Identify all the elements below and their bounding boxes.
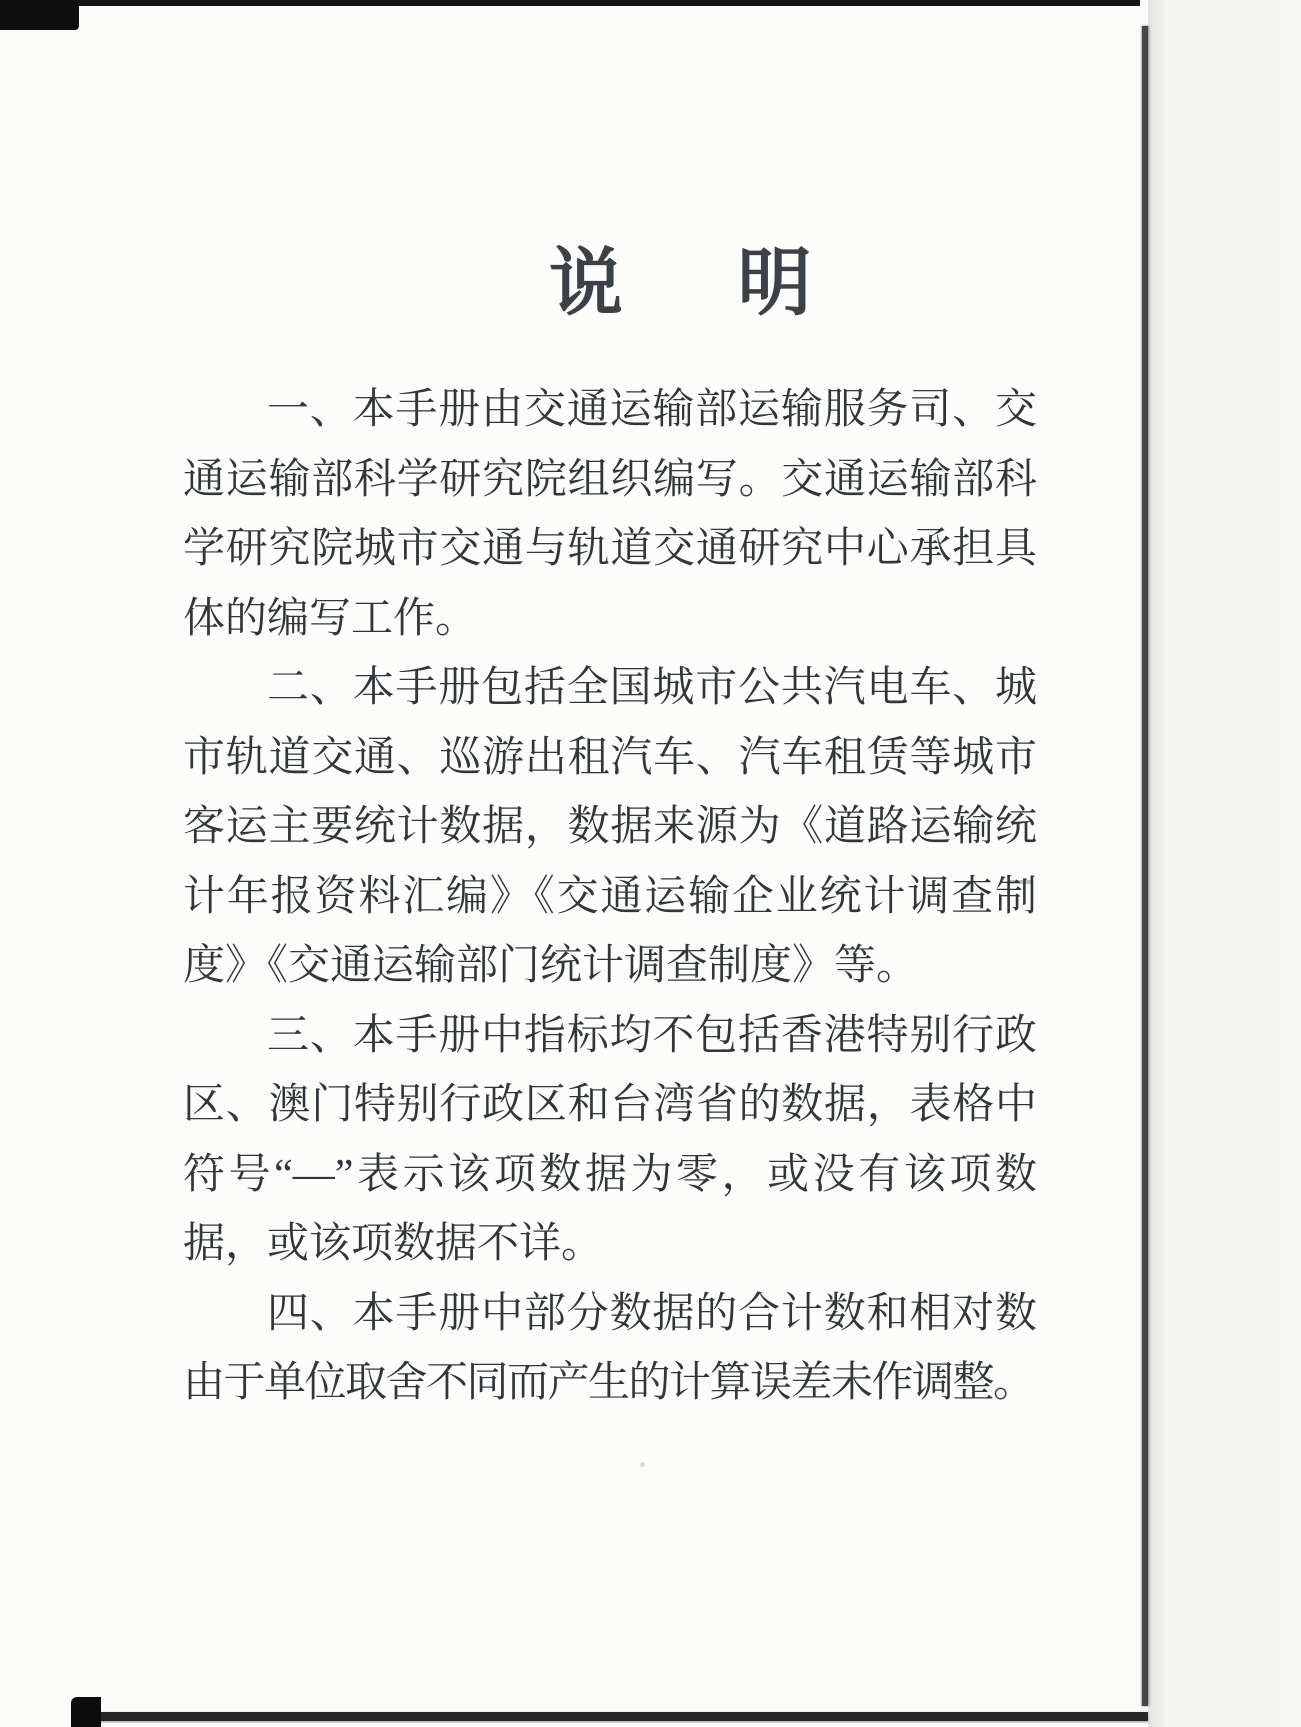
text-line: 体的编写工作。: [183, 595, 478, 642]
text-line: 通运输部科学研究院组织编写。交通运输部科: [183, 456, 1037, 503]
scan-bottom-edge: [92, 1712, 1148, 1721]
text-line: 市轨道交通、巡游出租汽车、汽车租赁等城市: [183, 734, 1037, 781]
text-line: 由于单位取舍不同而产生的计算误差未作调整。: [183, 1360, 1034, 1406]
text-line: 计年报资料汇编》《交通运输企业统计调查制: [183, 873, 1037, 920]
text-line: 客运主要统计数据，数据来源为《道路运输统: [183, 804, 1037, 850]
body-text: [183, 376, 1037, 1419]
scan-top-edge: [0, 0, 1140, 6]
scan-corner-artifact: [0, 0, 79, 30]
scan-bottom-left-artifact: [71, 1697, 101, 1727]
text-line: 符号“—”表示该项数据为零，或没有该项数: [183, 1151, 1037, 1198]
text-line: 三、本手册中指标均不包括香港特别行政: [267, 1012, 1037, 1059]
text-line: 区、澳门特别行政区和台湾省的数据，表格中: [183, 1082, 1037, 1128]
text-line: 二、本手册包括全国城市公共汽电车、城: [267, 665, 1037, 711]
text-line: 四、本手册中部分数据的合计数和相对数: [267, 1290, 1037, 1337]
text-line: 学研究院城市交通与轨道交通研究中心承担具: [183, 526, 1037, 572]
text-line: 度》《交通运输部门统计调查制度》等。: [183, 943, 919, 989]
scan-right-margin: [1148, 0, 1301, 1727]
text-line: 一、本手册由交通运输部运输服务司、交: [267, 387, 1037, 433]
text-line: 据，或该项数据不详。: [183, 1221, 604, 1267]
page-title: 说明: [548, 241, 927, 324]
scan-speck: [640, 1462, 645, 1467]
